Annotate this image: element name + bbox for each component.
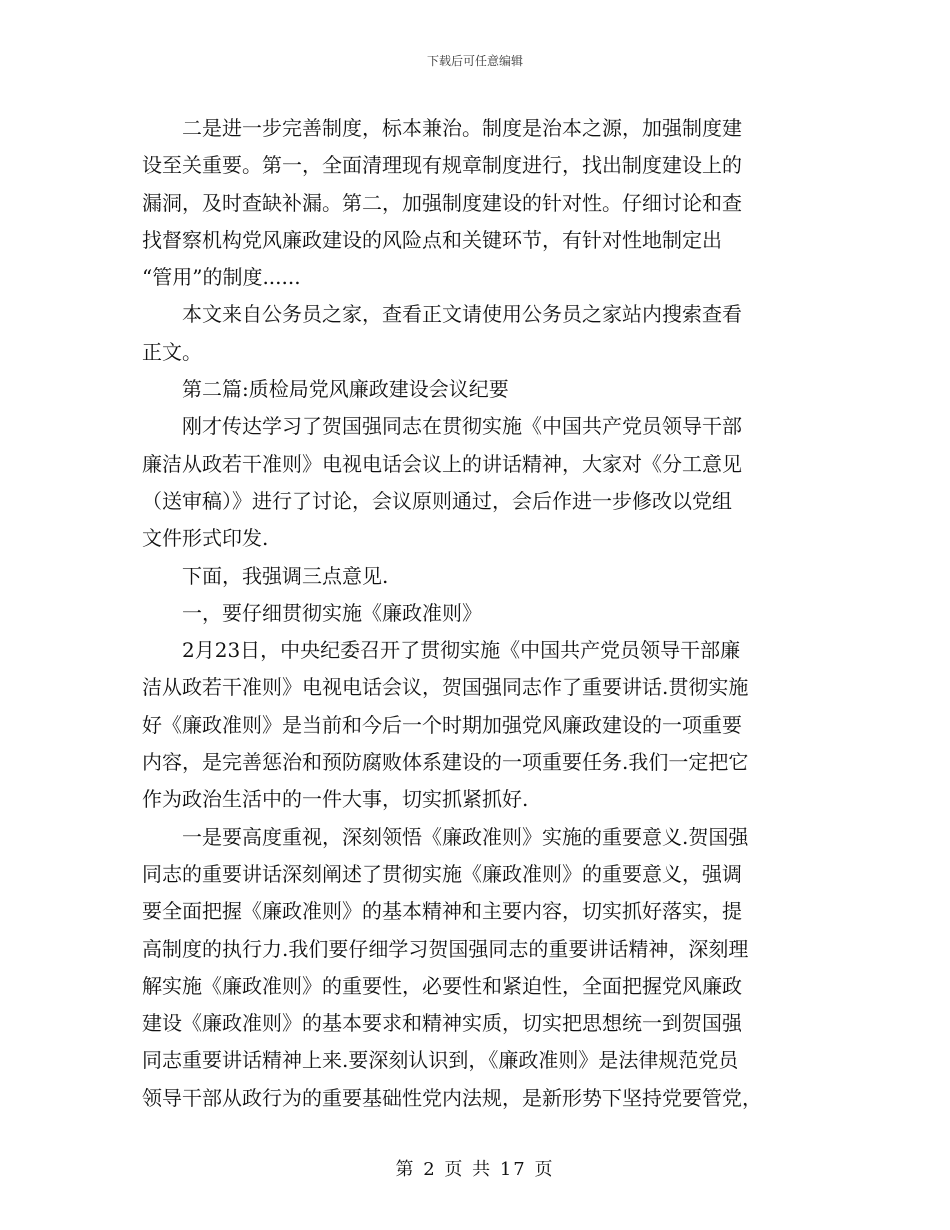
text-line: 第二篇:质检局党风廉政建设会议纪要	[182, 377, 509, 402]
text-line: 要全面把握《廉政准则》的基本精神和主要内容，切实抓好落实，提	[142, 899, 742, 924]
text-line: 刚才传达学习了贺国强同志在贯彻实施《中国共产党员领导干部	[182, 414, 742, 439]
text-line: 高制度的执行力.我们要仔细学习贺国强同志的重要讲话精神，深刻理	[142, 936, 749, 961]
text-line: 作为政治生活中的一件大事，切实抓紧抓好.	[142, 787, 529, 812]
page-header: 下载后可任意编辑	[426, 54, 523, 68]
text-line: “管用”的制度......	[142, 265, 301, 290]
text-line: 一，要仔细贯彻实施《廉政准则》	[182, 600, 482, 625]
text-line: 下面，我强调三点意见.	[182, 563, 389, 588]
text-line: 领导干部从政行为的重要基础性党内法规，是新形势下坚持党要管党，	[142, 1085, 762, 1110]
text-line: 廉洁从政若干准则》电视电话会议上的讲话精神，大家对《分工意见	[142, 451, 742, 476]
text-line: 同志的重要讲话深刻阐述了贯彻实施《廉政准则》的重要意义，强调	[142, 861, 742, 886]
text-line: 二是进一步完善制度，标本兼治。制度是治本之源，加强制度建	[182, 116, 742, 140]
document-body	[142, 110, 802, 1117]
text-line: 同志重要讲话精神上来.要深刻认识到，《廉政准则》是法律规范党员	[142, 1048, 739, 1073]
text-line: 漏洞，及时查缺补漏。第二，加强制度建设的针对性。仔细讨论和查	[142, 190, 742, 215]
text-line: 正文。	[142, 339, 202, 364]
text-line: 解实施《廉政准则》的重要性，必要性和紧迫性，全面把握党风廉政	[142, 973, 742, 998]
text-line: （送审稿）》进行了讨论，会议原则通过，会后作进一步修改以党组	[142, 488, 732, 513]
text-line: 文件形式印发.	[142, 526, 269, 551]
page-footer: 第 2 页 共 17 页	[395, 1159, 555, 1180]
text-line: 设至关重要。第一，全面清理现有规章制度进行，找出制度建设上的	[142, 153, 742, 178]
text-line: 找督察机构党风廉政建设的风险点和关键环节，有针对性地制定出	[142, 227, 722, 252]
text-line: 好《廉政准则》是当前和今后一个时期加强党风廉政建设的一项重要	[142, 712, 742, 737]
text-line: 2月23日，中央纪委召开了贯彻实施《中国共产党员领导干部廉	[182, 638, 741, 663]
text-line: 本文来自公务员之家，查看正文请使用公务员之家站内搜索查看	[182, 302, 742, 327]
text-line: 建设《廉政准则》的基本要求和精神实质，切实把思想统一到贺国强	[142, 1011, 742, 1036]
text-line: 一是要高度重视，深刻领悟《廉政准则》实施的重要意义.贺国强	[182, 824, 749, 849]
text-line: 内容，是完善惩治和预防腐败体系建设的一项重要任务.我们一定把它	[142, 750, 749, 775]
text-line: 洁从政若干准则》电视电话会议，贺国强同志作了重要讲话.贯彻实施	[142, 675, 749, 700]
